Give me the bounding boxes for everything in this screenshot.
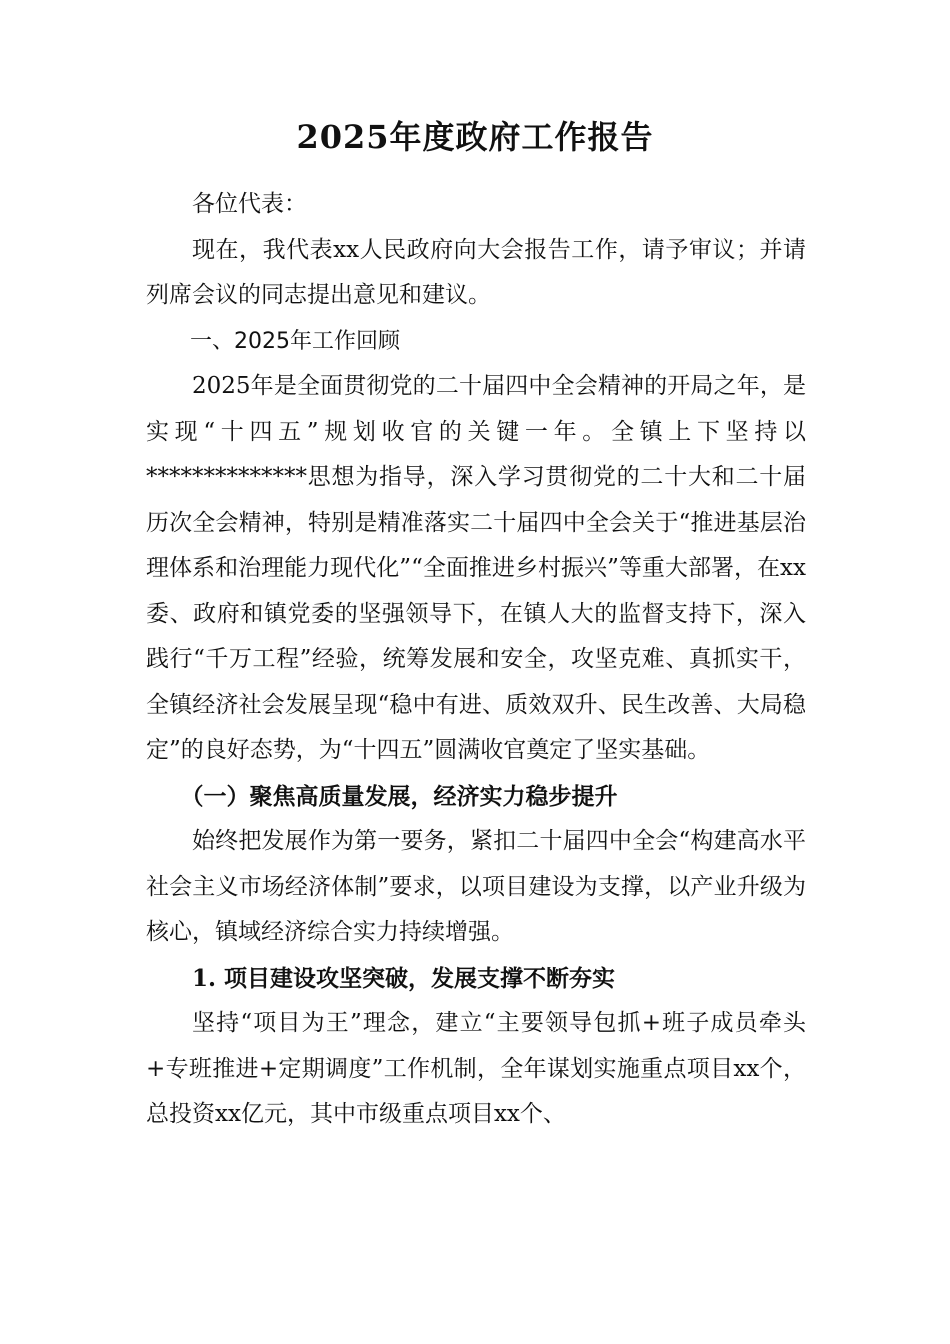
item-heading: 1. 项目建设攻坚突破，发展支撑不断夯实 (192, 964, 616, 992)
opening-paragraph: 现在，我代表xx人民政府向大会报告工作，请予审议；并请列席会议的同志提出意见和建议。 (146, 236, 806, 308)
subsection-intro-paragraph: 始终把发展作为第一要务，紧扣二十届四中全会“构建高水平社会主义市场经济体制”要求，以项目建设为支撑，以产业升级为核心，镇域经济综合实力持续增强。 (146, 828, 806, 945)
item-paragraph: 坚持“项目为王”理念，建立“主要领导包抓+班子成员牵头+专班推进+定期调度”工作机制，全年谋划实施重点项目xx个，总投资xx亿元，其中市级重点项目xx个、 (146, 1010, 806, 1127)
document-title: 2025年度政府工作报告 (296, 118, 654, 156)
document-body (146, 182, 806, 1138)
salutation: 各位代表： (192, 191, 307, 217)
subsection-heading: （一）聚焦高质量发展，经济实力稳步提升 (180, 782, 618, 810)
section-intro-paragraph: 2025年是全面贯彻党的二十届四中全会精神的开局之年，是实现“十四五”规划收官的关键一年。全镇上下坚持以**************思想为指导，深入学习贯彻党的二十大和二十届历次全会精神，特别是精准落实二十届四中全会关于“推进基层治理体系和治理能力现代化”“全面推进乡村振兴”等重大部署，在xx委、政府和镇党委的坚强领导下，在镇人大的监督支持下，深入践行“千万工程”经验，统筹发展和安全，攻坚克难、真抓实干，全镇经济社会发展呈现“稳中有进、质效双升、民生改善、大局稳定”的良好态势，为“十四五”圆满收官奠定了坚实基础。 (146, 373, 806, 763)
section-heading: 一、2025年工作回顾 (190, 328, 400, 354)
